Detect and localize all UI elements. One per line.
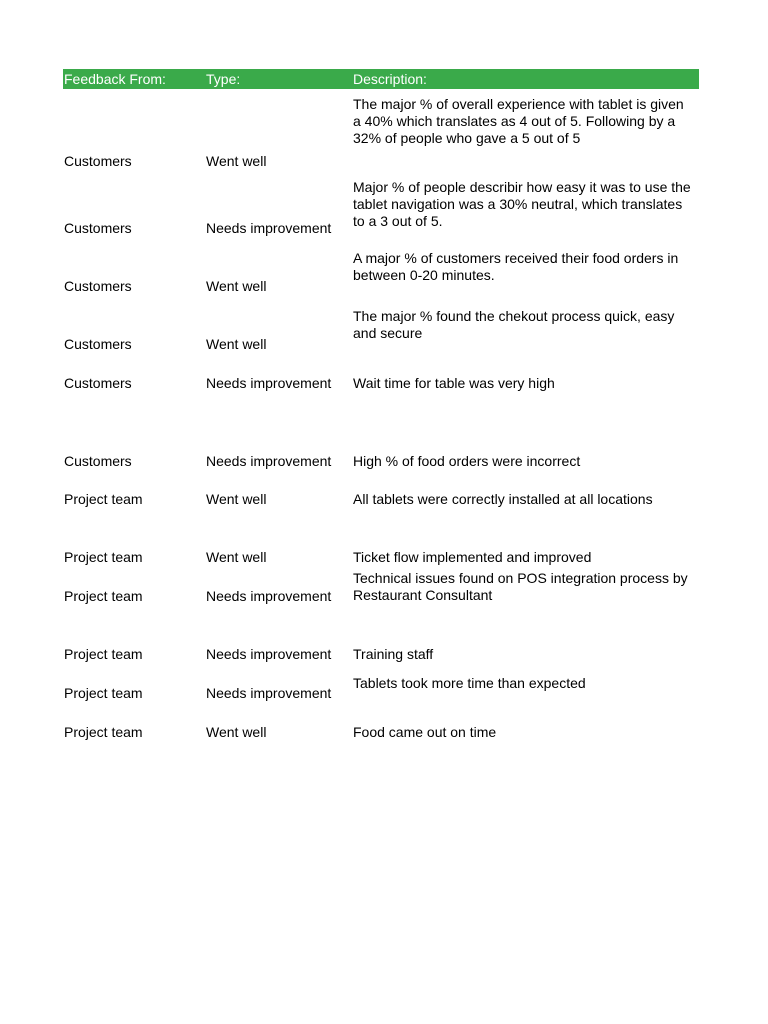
cell-description: All tablets were correctly installed at all locations [353,491,653,507]
cell-type: Needs improvement [206,453,332,469]
cell-feedback-from: Customers [64,278,132,294]
cell-type: Went well [206,153,267,169]
cell-feedback-from: Project team [64,646,143,662]
cell-type: Needs improvement [206,375,332,391]
cell-feedback-from: Project team [64,588,143,604]
cell-feedback-from: Customers [64,375,132,391]
cell-description: Food came out on time [353,724,497,740]
cell-type: Needs improvement [206,588,332,604]
cell-feedback-from: Customers [64,153,132,169]
cell-description: Major % of people describir how easy it was to use the tablet navigation was a 30% neutral, which translates to a 3 out of 5. [353,179,691,229]
cell-type: Went well [206,278,267,294]
cell-description: Ticket flow implemented and improved [353,549,592,565]
cell-feedback-from: Project team [64,491,143,507]
cell-description: Technical issues found on POS integration process by Restaurant Consultant [353,570,688,603]
cell-type: Went well [206,491,267,507]
cell-description: The major % of overall experience with tablet is given a 40% which translates as 4 out of 5. Following by a 32% of people who gave a 5 out of 5 [353,96,684,146]
cell-feedback-from: Project team [64,724,143,740]
cell-type: Needs improvement [206,220,332,236]
cell-description: Tablets took more time than expected [353,675,586,691]
cell-type: Needs improvement [206,685,332,701]
cell-type: Went well [206,549,267,565]
header-description: Description: [353,71,427,87]
header-feedback-from: Feedback From: [64,71,166,87]
cell-description: Training staff [353,646,434,662]
cell-description: Wait time for table was very high [353,375,555,391]
cell-feedback-from: Customers [64,453,132,469]
cell-description: The major % found the chekout process quick, easy and secure [353,308,675,341]
cell-feedback-from: Project team [64,685,143,701]
table-body [63,0,699,1024]
cell-feedback-from: Project team [64,549,143,565]
cell-type: Needs improvement [206,646,332,662]
cell-type: Went well [206,336,267,352]
cell-type: Went well [206,724,267,740]
cell-description: A major % of customers received their food orders in between 0-20 minutes. [353,250,679,283]
cell-description: High % of food orders were incorrect [353,453,581,469]
header-type: Type: [206,71,241,87]
cell-feedback-from: Customers [64,220,132,236]
cell-feedback-from: Customers [64,336,132,352]
